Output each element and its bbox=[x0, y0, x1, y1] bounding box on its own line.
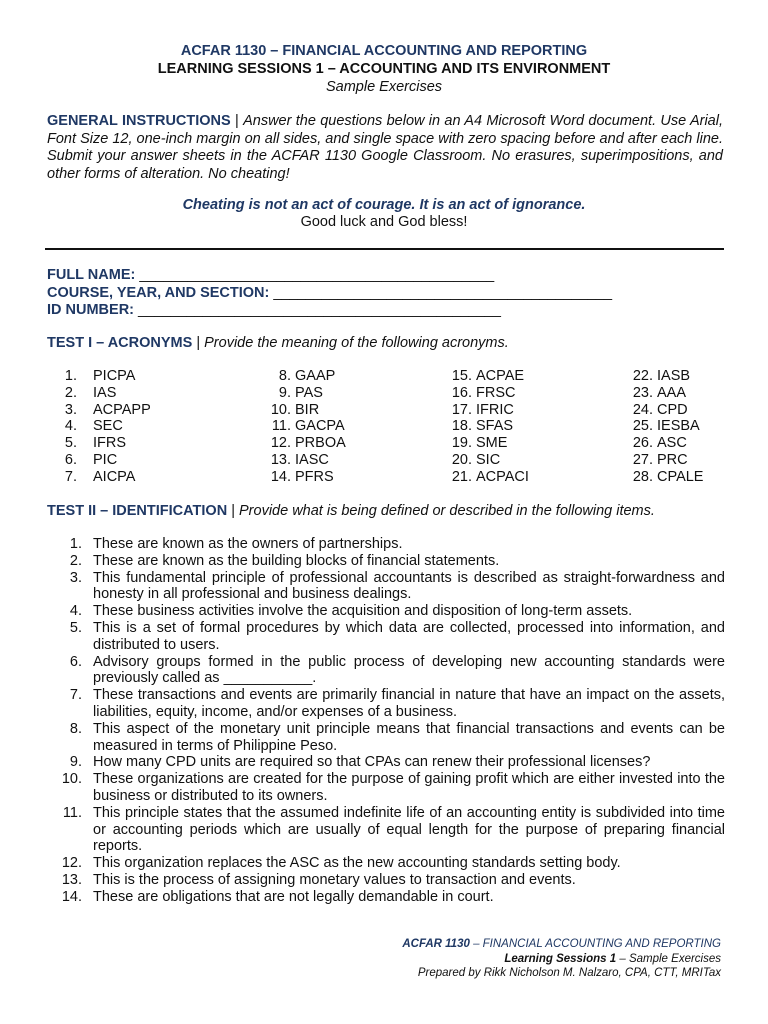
instructions-text: Answer the questions below in an A4 Microsoft Word document. Use Arial, Font Size 12, one-inch margin on all sides, and single space with zero spacing before and after each line. Submit your answer sheets in the ACFAR 1130 Google Classroom. No erasures, superimpositions, and other forms of alteration. No cheating! bbox=[47, 113, 723, 182]
quote-line-1: Cheating is not an act of courage. It is an act of ignorance. bbox=[182, 197, 586, 213]
identification-item bbox=[47, 754, 725, 771]
acronym-item bbox=[249, 435, 346, 452]
item-number: 9. bbox=[69, 754, 82, 771]
acronym-text: SFAS bbox=[476, 418, 514, 435]
acronym-item bbox=[47, 452, 151, 469]
identification-item bbox=[47, 570, 725, 604]
acronym-number: 22. bbox=[632, 368, 653, 384]
acronym-item bbox=[249, 402, 346, 419]
acronym-number: 3. bbox=[64, 401, 77, 418]
acronym-number: 13. bbox=[270, 451, 291, 468]
identification-item bbox=[47, 721, 725, 755]
acronym-number: 26. bbox=[632, 435, 653, 452]
footer-session-rest: – Sample Exercises bbox=[616, 952, 721, 965]
footer-course-rest: – FINANCIAL ACCOUNTING AND REPORTING bbox=[469, 938, 721, 950]
test2-heading bbox=[47, 502, 655, 520]
item-number: 13. bbox=[61, 871, 82, 888]
acronym-column bbox=[430, 368, 529, 486]
course-field: __________________________________________ bbox=[273, 284, 613, 301]
item-text: These business activities involve the acquisition and disposition of long-term assets. bbox=[93, 603, 633, 620]
identification-list bbox=[47, 536, 725, 906]
item-text: How many CPD units are required so that CPAs can renew their professional licenses? bbox=[93, 754, 651, 771]
acronym-text: IASC bbox=[295, 451, 329, 468]
acronym-text: PRBOA bbox=[295, 435, 346, 452]
acronym-text: FRSC bbox=[476, 384, 516, 401]
acronym-text: PRC bbox=[657, 451, 688, 468]
identification-item bbox=[47, 687, 725, 721]
acronym-text: SEC bbox=[93, 418, 123, 435]
acronym-item bbox=[611, 435, 703, 452]
acronym-item bbox=[611, 452, 703, 469]
acronym-item bbox=[47, 385, 151, 402]
acronym-number: 28. bbox=[632, 468, 653, 485]
acronym-item bbox=[430, 368, 529, 385]
instructions-label: GENERAL INSTRUCTIONS bbox=[47, 113, 231, 129]
identification-item bbox=[47, 889, 725, 906]
acronym-number: 15. bbox=[451, 368, 472, 384]
test1-heading bbox=[47, 334, 509, 352]
acronym-item bbox=[430, 435, 529, 452]
acronym-item bbox=[249, 418, 346, 435]
footer-course-code: ACFAR 1130 bbox=[402, 938, 470, 950]
acronym-text: IFRIC bbox=[476, 401, 514, 418]
acronym-item bbox=[47, 368, 151, 385]
document-header bbox=[0, 42, 768, 96]
acronym-item bbox=[611, 418, 703, 435]
test1-label: TEST I – ACRONYMS bbox=[47, 335, 193, 351]
item-number: 11. bbox=[62, 804, 82, 821]
footer-prepared-by: Prepared by Rikk Nicholson M. Nalzaro, CPA, CTT, MRITax bbox=[417, 967, 721, 979]
item-number: 10. bbox=[61, 771, 82, 788]
acronym-item bbox=[249, 385, 346, 402]
acronym-number: 23. bbox=[632, 384, 653, 401]
acronym-item bbox=[249, 452, 346, 469]
acronym-item bbox=[47, 418, 151, 435]
item-number: 1. bbox=[69, 536, 82, 552]
acronym-item bbox=[47, 435, 151, 452]
acronym-item bbox=[611, 385, 703, 402]
id-number-label: ID NUMBER: bbox=[47, 302, 134, 318]
acronym-text: GACPA bbox=[295, 418, 345, 435]
item-number: 8. bbox=[69, 720, 82, 737]
acronym-number: 20. bbox=[451, 451, 472, 468]
full-name-row bbox=[47, 267, 612, 285]
item-text: This fundamental principle of professional accountants is described as straight-forwardness and honesty in all professional and business dealings. bbox=[93, 569, 725, 603]
acronym-item bbox=[611, 368, 703, 385]
item-text: These are known as the building blocks of financial statements. bbox=[93, 552, 500, 569]
acronym-text: ACPAE bbox=[476, 368, 525, 384]
identification-item bbox=[47, 603, 725, 620]
item-number: 2. bbox=[69, 552, 82, 569]
test2-separator: | bbox=[227, 503, 240, 519]
item-number: 14. bbox=[61, 888, 82, 905]
footer-session-bold: Learning Sessions 1 bbox=[504, 952, 617, 965]
acronym-item bbox=[430, 452, 529, 469]
item-text: This is the process of assigning monetary values to transaction and events. bbox=[93, 871, 576, 888]
full-name-field: ____________________________________________ bbox=[139, 267, 495, 283]
acronym-text: CPALE bbox=[657, 468, 704, 485]
acronym-text: PFRS bbox=[295, 468, 334, 485]
course-row bbox=[47, 285, 612, 303]
acronym-item bbox=[47, 469, 151, 486]
acronym-number: 4. bbox=[64, 418, 77, 435]
acronym-text: IESBA bbox=[657, 418, 700, 435]
acronym-item bbox=[47, 402, 151, 419]
acronym-item bbox=[611, 402, 703, 419]
document-subtitle: Sample Exercises bbox=[325, 79, 443, 95]
item-number: 3. bbox=[69, 569, 82, 586]
acronym-text: IAS bbox=[93, 384, 117, 401]
acronym-text: IASB bbox=[657, 368, 691, 384]
footer-session bbox=[402, 952, 721, 967]
acronym-number: 1. bbox=[64, 368, 77, 384]
acronym-text: SME bbox=[476, 435, 508, 452]
motivational-quote bbox=[0, 197, 768, 231]
acronym-number: 21. bbox=[451, 468, 472, 485]
identification-item bbox=[47, 553, 725, 570]
acronym-text: BIR bbox=[295, 401, 320, 418]
acronym-column bbox=[611, 368, 703, 486]
acronym-item bbox=[430, 418, 529, 435]
item-text: This aspect of the monetary unit principle means that financial transactions and events can be measured in terms of Philippine Peso. bbox=[93, 720, 725, 754]
footer-course bbox=[402, 937, 721, 952]
acronym-text: ASC bbox=[657, 435, 687, 452]
quote-line-2: Good luck and God bless! bbox=[300, 214, 468, 230]
acronym-item bbox=[611, 469, 703, 486]
acronym-item bbox=[249, 368, 346, 385]
item-text: These organizations are created for the purpose of gaining profit which are either invested into the business or distributed to its owners. bbox=[93, 771, 725, 804]
acronym-text: GAAP bbox=[295, 368, 336, 384]
identification-item bbox=[47, 805, 725, 855]
acronym-number: 17. bbox=[451, 401, 472, 418]
acronym-item bbox=[430, 402, 529, 419]
test1-instruction: Provide the meaning of the following acronyms. bbox=[204, 335, 509, 351]
identification-item bbox=[47, 872, 725, 889]
course-label: COURSE, YEAR, AND SECTION: bbox=[47, 284, 270, 301]
item-number: 6. bbox=[69, 653, 82, 670]
acronym-text: ACPACI bbox=[476, 468, 529, 485]
acronym-text: AAA bbox=[657, 384, 687, 401]
student-info bbox=[47, 267, 612, 320]
acronym-number: 7. bbox=[64, 468, 77, 485]
page-footer bbox=[402, 937, 721, 981]
item-text: This organization replaces the ASC as the new accounting standards setting body. bbox=[93, 855, 621, 872]
test2-label: TEST II – IDENTIFICATION bbox=[47, 503, 228, 519]
item-number: 12. bbox=[61, 855, 82, 872]
full-name-label: FULL NAME: bbox=[47, 267, 136, 283]
acronym-text: PAS bbox=[295, 384, 323, 401]
item-number: 7. bbox=[69, 687, 82, 704]
acronym-item bbox=[249, 469, 346, 486]
acronym-number: 12. bbox=[270, 435, 291, 452]
acronym-number: 27. bbox=[632, 451, 653, 468]
acronym-item bbox=[430, 469, 529, 486]
session-title: LEARNING SESSIONS 1 – ACCOUNTING AND ITS ENVIRONMENT bbox=[157, 61, 611, 77]
horizontal-divider bbox=[45, 248, 724, 250]
identification-item bbox=[47, 654, 725, 688]
acronym-number: 16. bbox=[451, 384, 472, 401]
item-number: 5. bbox=[69, 619, 82, 636]
item-text: This is a set of formal procedures by which data are collected, processed into information, and distributed to users. bbox=[93, 619, 725, 653]
acronym-text: SIC bbox=[476, 451, 501, 468]
acronym-number: 9. bbox=[278, 384, 291, 401]
acronym-number: 18. bbox=[451, 418, 472, 435]
acronym-text: ACPAPP bbox=[93, 401, 151, 418]
acronym-item bbox=[430, 385, 529, 402]
general-instructions bbox=[47, 113, 723, 183]
item-text: This principle states that the assumed indefinite life of an accounting entity is subdivided into time or accounting periods which are usually of equal length for the purpose of preparing financial reports. bbox=[93, 804, 725, 855]
acronym-text: PICPA bbox=[93, 368, 136, 384]
item-text: These are obligations that are not legally demandable in court. bbox=[93, 888, 494, 905]
acronym-number: 2. bbox=[64, 384, 77, 401]
acronym-number: 14. bbox=[270, 468, 291, 485]
acronym-number: 10. bbox=[270, 401, 291, 418]
acronym-number: 24. bbox=[632, 401, 653, 418]
identification-item bbox=[47, 855, 725, 872]
identification-item bbox=[47, 771, 725, 805]
item-number: 4. bbox=[69, 603, 82, 620]
course-title: ACFAR 1130 – FINANCIAL ACCOUNTING AND REPORTING bbox=[180, 43, 588, 59]
item-text: Advisory groups formed in the public process of developing new accounting standards were previously called as ___________. bbox=[93, 653, 725, 687]
item-text: These are known as the owners of partnerships. bbox=[93, 536, 403, 552]
acronym-column bbox=[47, 368, 151, 486]
acronym-number: 6. bbox=[64, 451, 77, 468]
acronym-number: 11. bbox=[271, 418, 291, 435]
acronym-number: 19. bbox=[451, 435, 472, 452]
test2-instruction: Provide what is being defined or described in the following items. bbox=[239, 503, 655, 519]
id-number-field: _____________________________________________ bbox=[138, 302, 501, 318]
acronym-column bbox=[249, 368, 346, 486]
test1-separator: | bbox=[192, 335, 205, 351]
id-number-row bbox=[47, 302, 612, 320]
identification-item bbox=[47, 620, 725, 654]
acronym-text: IFRS bbox=[93, 435, 127, 452]
identification-item bbox=[47, 536, 725, 553]
instructions-separator: | bbox=[230, 113, 244, 129]
acronym-number: 5. bbox=[64, 435, 77, 452]
acronym-number: 8. bbox=[278, 368, 291, 384]
acronym-number: 25. bbox=[632, 418, 653, 435]
item-text: These transactions and events are primarily financial in nature that have an impact on the assets, liabilities, equity, income, and/or expenses of a business. bbox=[93, 687, 725, 720]
acronym-text: CPD bbox=[657, 401, 688, 418]
acronym-text: PIC bbox=[93, 451, 118, 468]
acronym-text: AICPA bbox=[93, 468, 136, 485]
